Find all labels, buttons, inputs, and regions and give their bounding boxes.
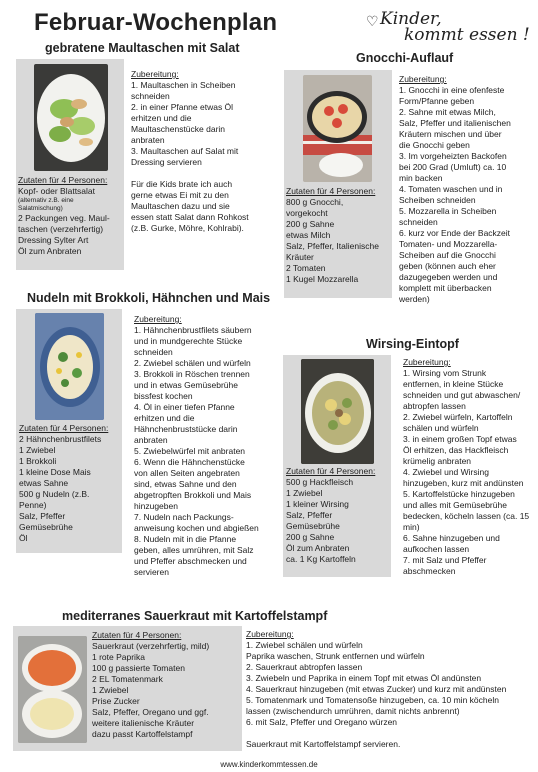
ingredient-item: Kräuter [286,252,314,262]
step-line: hinzugeben [134,501,178,511]
ingredient-item: Gemüsebrühe [19,522,73,532]
ingredients-label: Zutaten für 4 Personen: [92,630,182,640]
step-line [131,168,271,179]
ingredient-item: 1 kleine Dose Mais [19,467,91,477]
step-line: 4. Zwiebel und Wirsing [403,467,489,477]
ingredients-nudeln [19,423,121,544]
step-line: abgetropften Brokkoli und Mais [134,490,252,500]
step-line: und in mundgerechte Stücke [134,336,243,346]
step-line: 3. Maultaschen auf Salat mit [131,146,239,156]
ingredient-item: 1 Zwiebel [92,685,129,695]
step-line: schneiden [399,217,438,227]
step-line: 2. Zwiebel schälen und würfeln [134,358,251,368]
step-line: Maultaschen dazu und sie [131,201,230,211]
ingredients-sauerkraut [92,630,240,740]
step-line: geben (können auch eher [399,261,496,271]
ingredient-item: Dressing Sylter Art [18,235,89,245]
step-line: 6. Wenn die Hähnchenstücke [134,457,245,467]
ingredients-gnocchi [286,186,391,285]
ingredient-item: Öl [19,533,28,543]
step-line: 1. Maultaschen in Scheiben [131,80,236,90]
step-line: 5. Tomatenmark und Tomatensoße hinzugeben, ca. 10 min köcheln [246,695,499,705]
step-line: 1. Hähnchenbrustfilets säubern [134,325,252,335]
footer-url: www.kinderkommtessen.de [220,760,318,769]
step-line: 1. Zwiebel schälen und würfeln [246,640,363,650]
step-line: anbraten [134,435,168,445]
step-line: 6. mit Salz, Pfeffer und Oregano würzen [246,717,398,727]
ingredient-item: 500 g Nudeln (z.B. [19,489,90,499]
step-line: komplett mit überbacken [399,283,492,293]
step-line: von allen Seiten angebraten [134,468,240,478]
ingredients-wirsing [286,466,390,565]
step-line: Form/Pfanne geben [399,96,475,106]
ingredient-item: etwas Milch [286,230,331,240]
step-line: Für die Kids brate ich auch [131,179,233,189]
ingredients-maultaschen [18,175,122,257]
step-line: und alles mit Gemüsebrühe [403,500,507,510]
step-line: schälen und würfeln [403,423,479,433]
recipe-title-wirsing: Wirsing-Eintopf [366,337,459,351]
step-line: 6. Sahne hinzugeben und [403,533,500,543]
brand-line2: kommt essen ! [404,25,530,45]
brand-line1: Kinder, [380,9,442,29]
step-line: die Gnocchi geben [399,140,470,150]
step-line: aufkochen lassen [403,544,470,554]
step-line: servieren [134,567,169,577]
photo-gnocchi [303,75,372,182]
step-line: abtropfen lassen [403,401,466,411]
ingredient-item: weitere italienische Kräuter [92,718,195,728]
ingredient-item: Sauerkraut (verzehrfertig, mild) [92,641,210,651]
ingredient-item: Öl zum Anbraten [286,543,350,553]
step-line: Dressing servieren [131,157,202,167]
ingredients-label: Zutaten für 4 Personen: [18,175,108,185]
steps-sauerkraut [246,629,536,750]
step-line: anweisung kochen und abgießen [134,523,259,533]
ingredient-item: 2 Hähnchenbrustfilets [19,434,102,444]
ingredient-item: 1 Brokkoli [19,456,57,466]
step-line: 3. Im vorgeheizten Backofen [399,151,507,161]
step-line: schneiden und gut abwaschen/ [403,390,521,400]
step-line: bissfest kochen [134,391,193,401]
step-line: hinzugeben, kurz mit andünsten [403,478,524,488]
ingredient-item: Öl zum Anbraten [18,246,82,256]
step-line: Salz, Pfeffer und italienischen [399,118,511,128]
ingredient-item: vorgekocht [286,208,328,218]
steps-label: Zubereitung: [403,357,451,367]
step-line: Kräutern mischen und über [399,129,502,139]
step-line: min) [403,522,420,532]
recipe-title-sauerkraut: mediterranes Sauerkraut mit Kartoffelstampf [62,609,328,623]
step-line: dazugegeben werden und [399,272,498,282]
step-line: min backen [399,173,443,183]
step-line: 2. Sahne mit etwas Milch, [399,107,496,117]
step-line: lassen (zwischendurch umrühren, damit nichts anbrennt) [246,706,460,716]
steps-label: Zubereitung: [399,74,447,84]
ingredient-item: 100 g passierte Tomaten [92,663,185,673]
steps-label: Zubereitung: [246,629,294,639]
ingredients-label: Zutaten für 4 Personen: [286,466,376,476]
steps-maultaschen [131,69,271,234]
step-line: Maultaschenstücke darin [131,124,226,134]
recipe-title-nudeln: Nudeln mit Brokkoli, Hähnchen und Mais [27,291,271,305]
ingredient-item: 200 g Sahne [286,532,335,542]
step-line: 2. in einer Pfanne etwas Öl [131,102,234,112]
step-line: 6. kurz vor Ende der Backzeit [399,228,511,238]
ingredient-item: Salz, Pfeffer, Italienische [286,241,379,251]
ingredients-label: Zutaten für 4 Personen: [286,186,376,196]
ingredient-item: etwas Sahne [19,478,69,488]
step-line: abschmecken [403,566,456,576]
ingredient-item: Kopf- oder Blattsalat [18,186,96,196]
step-line: bei 200 Grad (Umluft) ca. 10 [399,162,507,172]
step-line: geben, alles umrühren, mit Salz [134,545,254,555]
photo-wirsing [301,359,374,464]
ingredient-item: Prise Zucker [92,696,140,706]
steps-label: Zubereitung: [134,314,182,324]
step-line: gerne etwas Ei mit zu den [131,190,229,200]
steps-nudeln [134,314,279,578]
step-line: Öl erhitzen, das Hackfleisch [403,445,509,455]
step-line: erhitzen und die [134,413,195,423]
step-line: 7. Nudeln nach Packungs- [134,512,234,522]
step-line: schneiden [131,91,170,101]
recipe-title-gnocchi: Gnocchi-Auflauf [356,51,454,65]
step-line: essen statt Salat dann Rohkost [131,212,249,222]
recipe-title-maultaschen: gebratene Maultaschen mit Salat [45,41,240,55]
step-line: anbraten [131,135,165,145]
steps-label: Zubereitung: [131,69,179,79]
step-line [246,728,536,739]
step-line: entfernen, in kleine Stücke [403,379,504,389]
ingredient-item: 2 Tomaten [286,263,326,273]
step-line: 7. mit Salz und Pfeffer [403,555,487,565]
step-line: und in etwas Gemüsebrühe [134,380,238,390]
ingredient-item: 1 kleiner Wirsing [286,499,349,509]
step-line: 1. Gnocchi in eine ofenfeste [399,85,505,95]
step-line: 5. Zwiebelwürfel mit anbraten [134,446,246,456]
step-line: Scheiben schneiden [399,195,476,205]
step-line: 4. Öl in einer tiefen Pfanne [134,402,235,412]
step-line: 8. Nudeln mit in die Pfanne [134,534,237,544]
step-line: 1. Wirsing vom Strunk [403,368,487,378]
ingredient-item: 800 g Gnocchi, [286,197,344,207]
ingredient-note: (alternativ z.B. eine [18,197,74,204]
ingredient-item: 1 Zwiebel [19,445,56,455]
step-line: 4. Tomaten waschen und in [399,184,503,194]
step-line: 2. Sauerkraut abtropfen lassen [246,662,363,672]
ingredient-item: 500 g Hackfleisch [286,477,354,487]
step-line: Paprika waschen, Strunk entfernen und würfeln [246,651,425,661]
step-line: und Pfeffer abschmecken und [134,556,247,566]
step-line: 5. Kartoffelstücke hinzugeben [403,489,515,499]
steps-wirsing [403,357,537,577]
ingredients-label: Zutaten für 4 Personen: [19,423,109,433]
step-line: Hähnchenbruststücke darin [134,424,238,434]
step-line: 5. Mozzarella in Scheiben [399,206,497,216]
ingredient-item: taschen (verzehrfertig) [18,224,104,234]
ingredient-item: dazu passt Kartoffelstampf [92,729,193,739]
photo-maultaschen [34,64,108,171]
step-line: 2. Zwiebel würfeln, Kartoffeln [403,412,513,422]
ingredient-item: 1 rote Paprika [92,652,145,662]
step-line: Tomaten- und Mozzarella- [399,239,498,249]
photo-nudeln [35,313,104,420]
step-line: 3. in einem großen Topf etwas [403,434,517,444]
ingredient-item: 200 g Sahne [286,219,335,229]
step-line: Sauerkraut mit Kartoffelstampf servieren. [246,739,401,749]
ingredient-item: 2 Packungen veg. Maul- [18,213,110,223]
ingredient-item: Salz, Pfeffer [286,510,333,520]
ingredient-note: Salatmischung) [18,205,63,212]
ingredient-item: 1 Zwiebel [286,488,323,498]
step-line: erhitzen und die [131,113,192,123]
step-line: 3. Brokkoli in Röschen trennen [134,369,250,379]
step-line: 4. Sauerkraut hinzugeben (mit etwas Zucker) und kurz mit andünsten [246,684,507,694]
ingredient-item: Salz, Pfeffer, Oregano und ggf. [92,707,209,717]
step-line: werden) [399,294,430,304]
ingredient-item: 1 Kugel Mozzarella [286,274,359,284]
ingredient-item: 2 EL Tomatenmark [92,674,163,684]
step-line: schneiden [134,347,173,357]
step-line: krümelig anbraten [403,456,472,466]
steps-gnocchi [399,74,533,305]
brand-logo [366,9,536,49]
step-line: bedecken, köcheln lassen (ca. 15 [403,511,530,521]
step-line: sind, etwas Sahne und den [134,479,237,489]
ingredient-item: Penne) [19,500,47,510]
step-line: Scheiben auf die Gnocchi [399,250,496,260]
step-line: (z.B. Gurke, Möhre, Kohlrabi). [131,223,244,233]
photo-sauerkraut [18,636,87,743]
ingredient-item: Gemüsebrühe [286,521,340,531]
ingredient-item: Salz, Pfeffer [19,511,66,521]
page-title: Februar-Wochenplan [34,9,278,36]
heart-icon: ♡ [366,14,379,30]
ingredient-item: ca. 1 Kg Kartoffeln [286,554,356,564]
step-line: 3. Zwiebeln und Paprika in einem Topf mit etwas Öl andünsten [246,673,482,683]
